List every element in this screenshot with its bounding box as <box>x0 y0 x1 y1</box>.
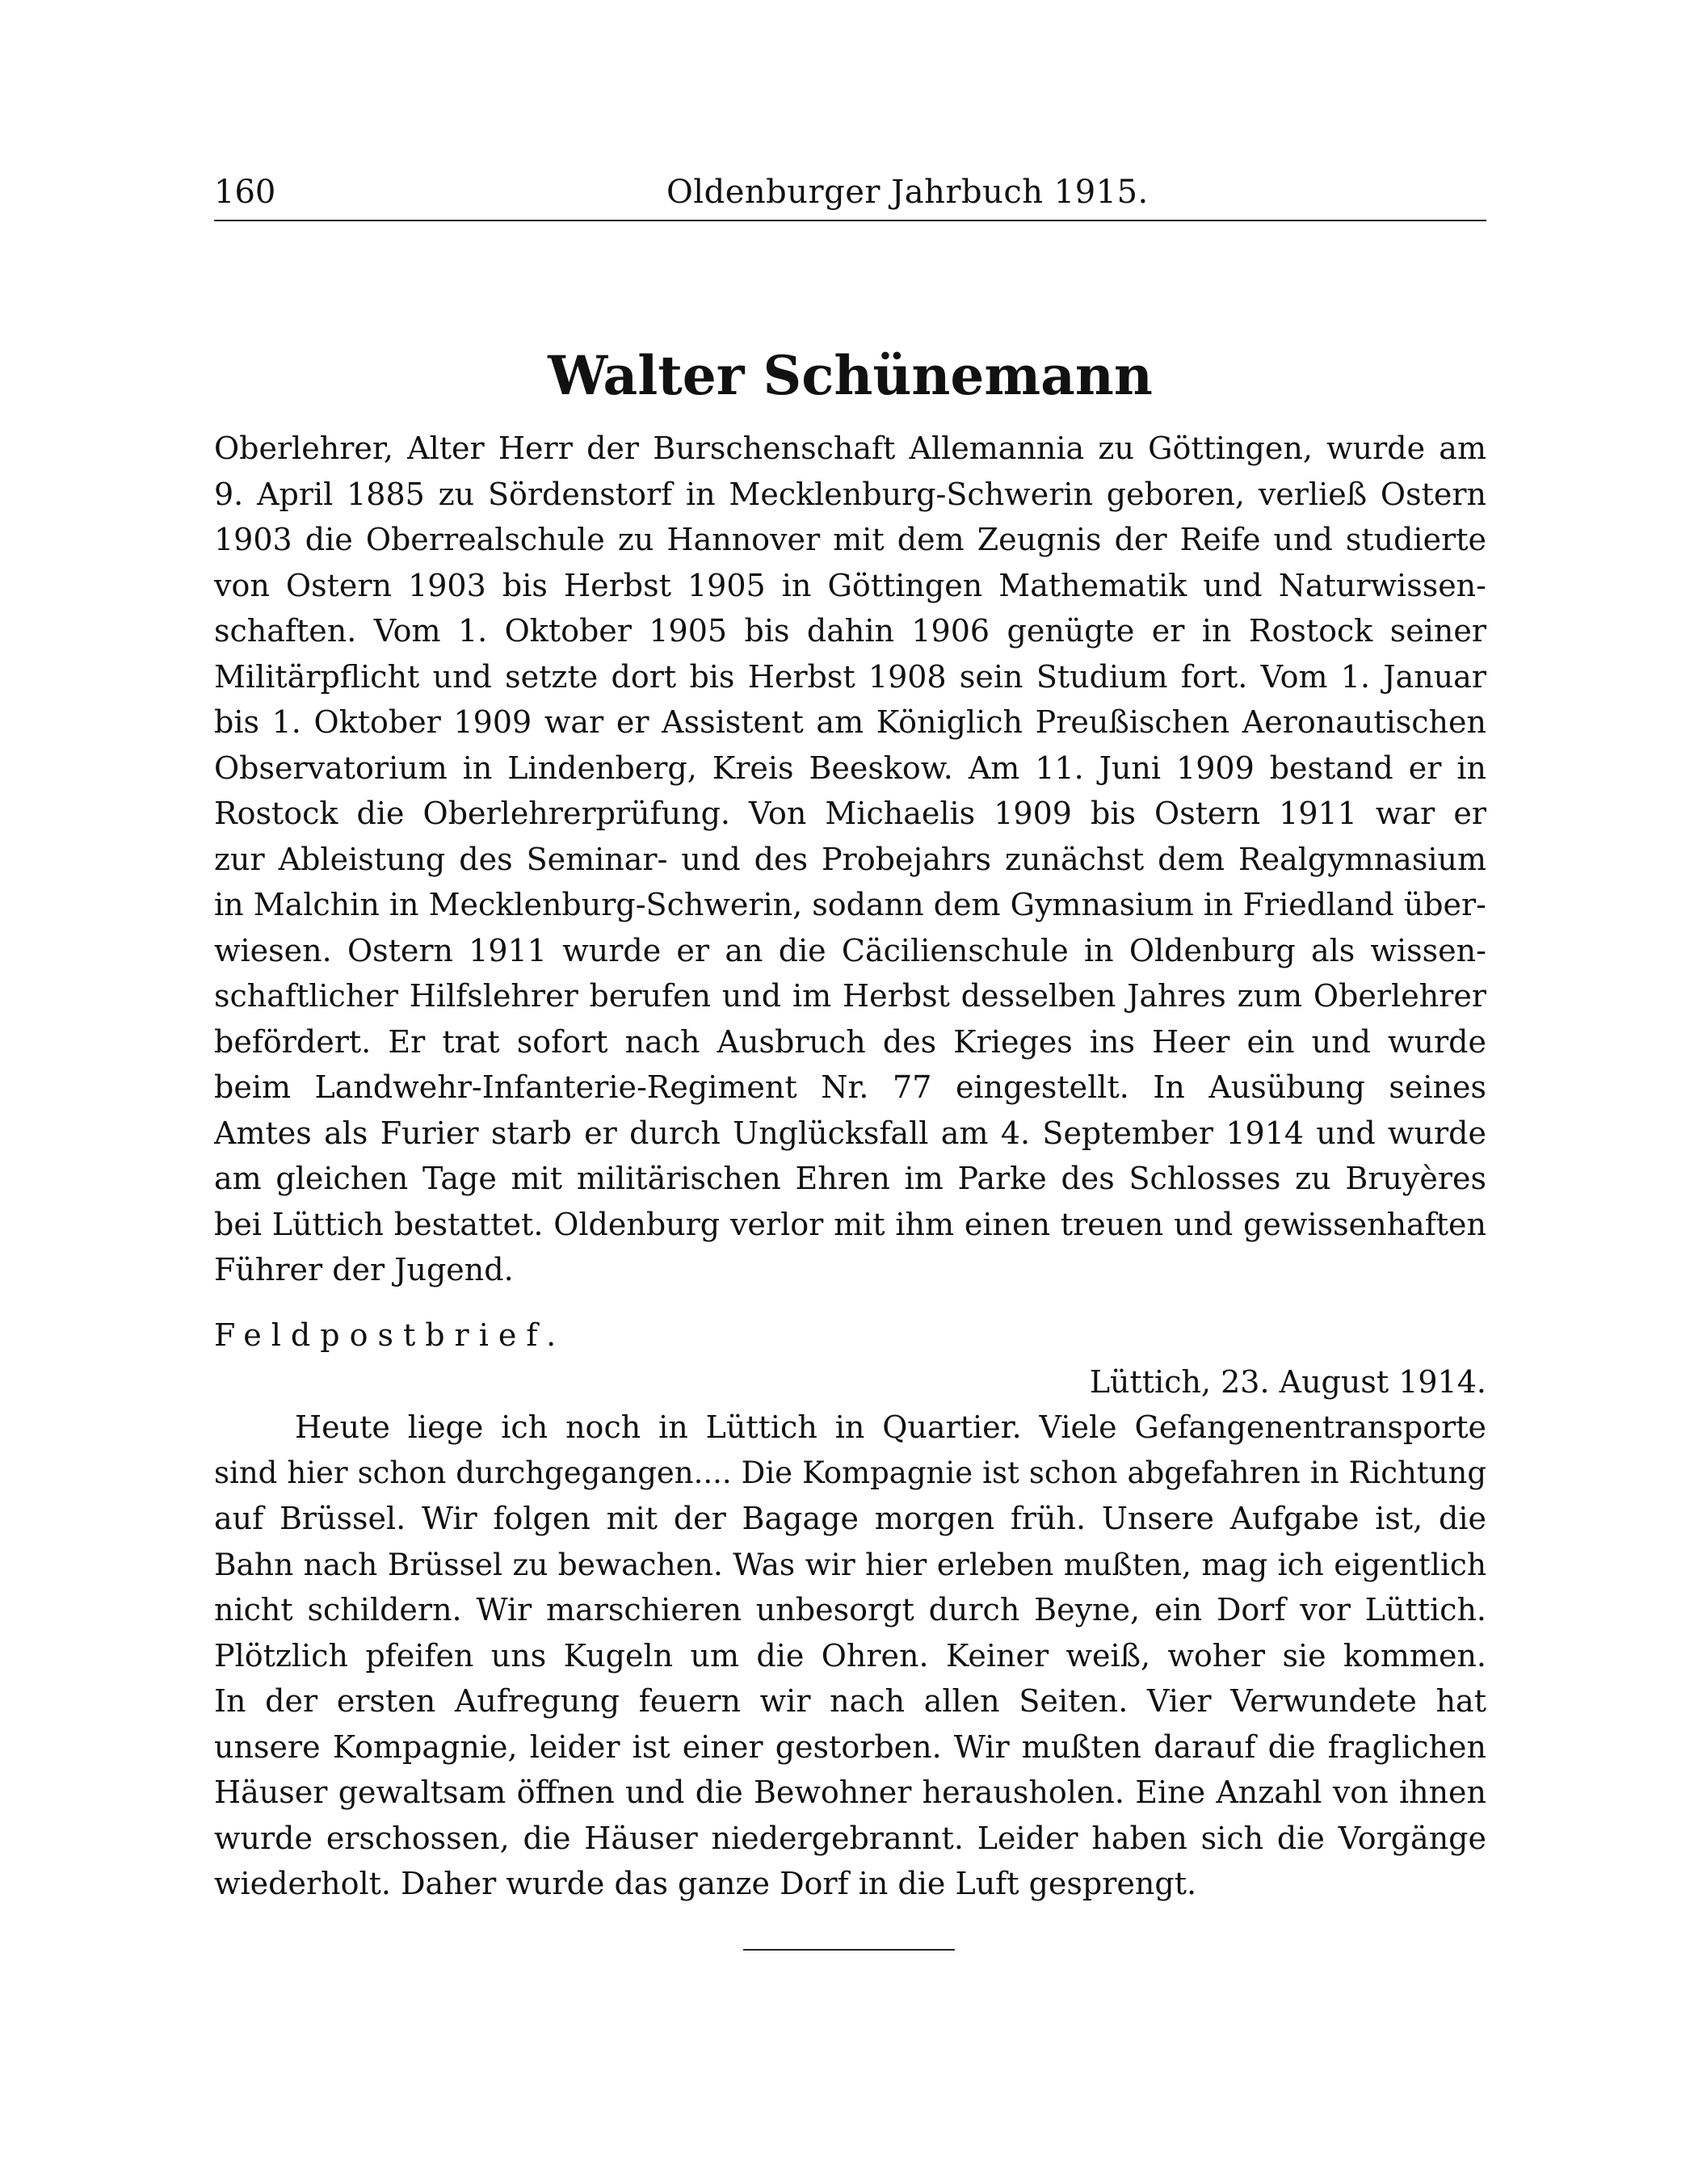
section-heading: Feldpostbrief. <box>214 1317 566 1353</box>
text-line: Oberlehrer, Alter Herr der Burschenschaft Allemannia zu Göttingen, wurde am <box>214 430 1486 466</box>
text-line: Militärpflicht und setzte dort bis Herbst 1908 sein Studium fort. Vom 1. Januar <box>214 658 1486 695</box>
page-number: 160 <box>214 174 276 211</box>
text-line: Häuser gewaltsam öffnen und die Bewohner herausholen. Eine Anzahl von ihnen <box>214 1774 1486 1810</box>
text-line: am gleichen Tage mit militärischen Ehren im Parke des Schlosses zu Bruyères <box>214 1161 1486 1196</box>
text-line: bis 1. Oktober 1909 war er Assistent am Königlich Preußischen Aeronautischen <box>214 704 1486 740</box>
text-line: Bahn nach Brüssel zu bewachen. Was wir hier erleben mußten, mag ich eigentlich <box>214 1546 1486 1582</box>
text-line: wiesen. Ostern 1911 wurde er an die Cäcilienschule in Oldenburg als wissen- <box>214 932 1486 968</box>
letter-dateline: Lüttich, 23. August 1914. <box>1089 1364 1486 1400</box>
text-line: Führer der Jugend. <box>214 1252 514 1287</box>
text-line: Rostock die Oberlehrerprüfung. Von Michaelis 1909 bis Ostern 1911 war er <box>214 796 1486 831</box>
text-line: bei Lüttich bestattet. Oldenburg verlor mit ihm einen treuen und gewissenhaften <box>214 1206 1486 1242</box>
running-head <box>214 170 1486 218</box>
text-line: in Malchin in Mecklenburg-Schwerin, sodann dem Gymnasium in Friedland über- <box>214 887 1486 922</box>
text-line: befördert. Er trat sofort nach Ausbruch des Krieges ins Heer ein und wurde <box>214 1023 1486 1060</box>
text-line: sind hier schon durchgegangen.... Die Kompagnie ist schon abgefahren in Richtung <box>214 1455 1486 1490</box>
closing-rule <box>743 1949 955 1951</box>
header-rule <box>214 220 1486 221</box>
text-line: schaften. Vom 1. Oktober 1905 bis dahin 1906 genügte er in Rostock seiner <box>214 613 1486 649</box>
text-line: wurde erschossen, die Häuser niedergebrannt. Leider haben sich die Vorgänge <box>214 1820 1486 1856</box>
text-line: 1903 die Oberrealschule zu Hannover mit dem Zeugnis der Reife und studierte <box>214 522 1486 557</box>
text-line: beim Landwehr-Infanterie-Regiment Nr. 77 eingestellt. In Ausübung seines <box>214 1069 1486 1105</box>
text-line: In der ersten Aufregung feuern wir nach allen Seiten. Vier Verwundete hat <box>214 1683 1486 1719</box>
text-line: Plötzlich pfeifen uns Kugeln um die Ohren. Keiner weiß, woher sie kommen. <box>214 1637 1486 1674</box>
text-line: 9. April 1885 zu Sördenstorf in Mecklenburg-Schwerin geboren, verließ Ostern <box>214 476 1486 512</box>
letter-paragraph <box>214 1405 1486 1907</box>
journal-title: Oldenburger Jahrbuch 1915. <box>666 174 1149 211</box>
text-line: nicht schildern. Wir marschieren unbesorgt durch Beyne, ein Dorf vor Lüttich. <box>214 1592 1486 1628</box>
text-line: Observatorium in Lindenberg, Kreis Beeskow. Am 11. Juni 1909 bestand er in <box>214 750 1486 786</box>
text-line: unsere Kompagnie, leider ist einer gestorben. Wir mußten darauf die fraglichen <box>214 1728 1486 1765</box>
text-line: auf Brüssel. Wir folgen mit der Bagage morgen früh. Unsere Aufgabe ist, die <box>214 1501 1486 1536</box>
text-line: Heute liege ich noch in Lüttich in Quartier. Viele Gefangenentransporte <box>295 1409 1486 1445</box>
biography-paragraph <box>214 426 1486 1293</box>
text-line: wiederholt. Daher wurde das ganze Dorf in die Luft gesprengt. <box>214 1866 1197 1901</box>
text-line: zur Ableistung des Seminar- und des Probejahrs zunächst dem Realgymnasium <box>214 841 1486 877</box>
text-line: von Ostern 1903 bis Herbst 1905 in Göttingen Mathematik und Naturwissen- <box>214 567 1486 603</box>
text-line: schaftlicher Hilfslehrer berufen und im Herbst desselben Jahres zum Oberlehrer <box>214 978 1486 1014</box>
text-line: Amtes als Furier starb er durch Unglücksfall am 4. September 1914 und wurde <box>214 1115 1486 1151</box>
article-title: Walter Schünemann <box>548 344 1153 407</box>
